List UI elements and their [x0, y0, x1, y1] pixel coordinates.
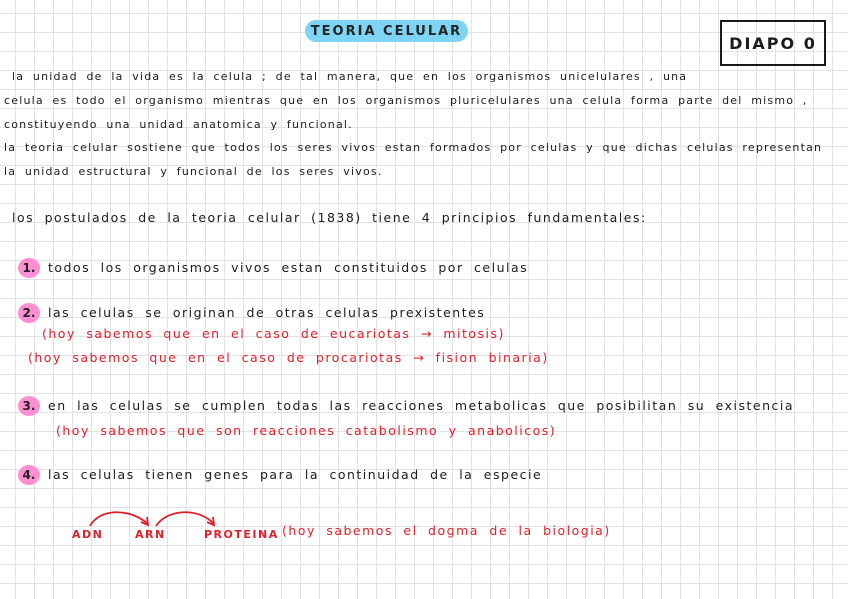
principle-text: las celulas se originan de otras celulas prexistentes: [48, 305, 486, 320]
intro-line: celula es todo el organismo mientras que en los organismos pluricelulares una celula forma parte del mismo ,: [4, 94, 808, 107]
dogma-step-adn: ADN: [72, 528, 104, 541]
principle-number-badge: 1.: [18, 258, 40, 278]
intro-line: constituyendo una unidad anatomica y funcional.: [4, 118, 353, 131]
postulates-intro: los postulados de la teoria celular (1838) tiene 4 principios fundamentales:: [12, 210, 647, 225]
principle-text: todos los organismos vivos estan constituidos por celulas: [48, 260, 529, 275]
principle-number-badge: 4.: [18, 465, 40, 485]
dogma-step-arn: ARN: [135, 528, 166, 541]
principle-note: (hoy sabemos que en el caso de eucariotas → mitosis): [42, 326, 505, 341]
page-title: TEORIA CELULAR: [305, 20, 468, 42]
slide-label-box: DIAPO 0: [720, 20, 826, 66]
dogma-note: (hoy sabemos el dogma de la biologia): [282, 523, 611, 538]
principle-text: las celulas tienen genes para la continuidad de la especie: [48, 467, 543, 482]
principle-text: en las celulas se cumplen todas las reacciones metabolicas que posibilitan su existencia: [48, 398, 795, 413]
arrow-adn-to-arn: [90, 512, 148, 526]
arrow-arn-to-proteina: [156, 512, 214, 526]
intro-line: la teoria celular sostiene que todos los seres vivos estan formados por celulas y que dichas celulas representan: [4, 141, 823, 154]
intro-line: la unidad estructural y funcional de los seres vivos.: [4, 165, 383, 178]
principle-note: (hoy sabemos que en el caso de procariotas → fision binaria): [28, 350, 549, 365]
dogma-step-proteina: PROTEINA: [204, 528, 279, 541]
intro-line: la unidad de la vida es la celula ; de tal manera, que en los organismos unicelulares , una: [12, 70, 688, 83]
principle-number-badge: 3.: [18, 396, 40, 416]
principle-note: (hoy sabemos que son reacciones catabolismo y anabolicos): [56, 423, 557, 438]
principle-number-badge: 2.: [18, 303, 40, 323]
